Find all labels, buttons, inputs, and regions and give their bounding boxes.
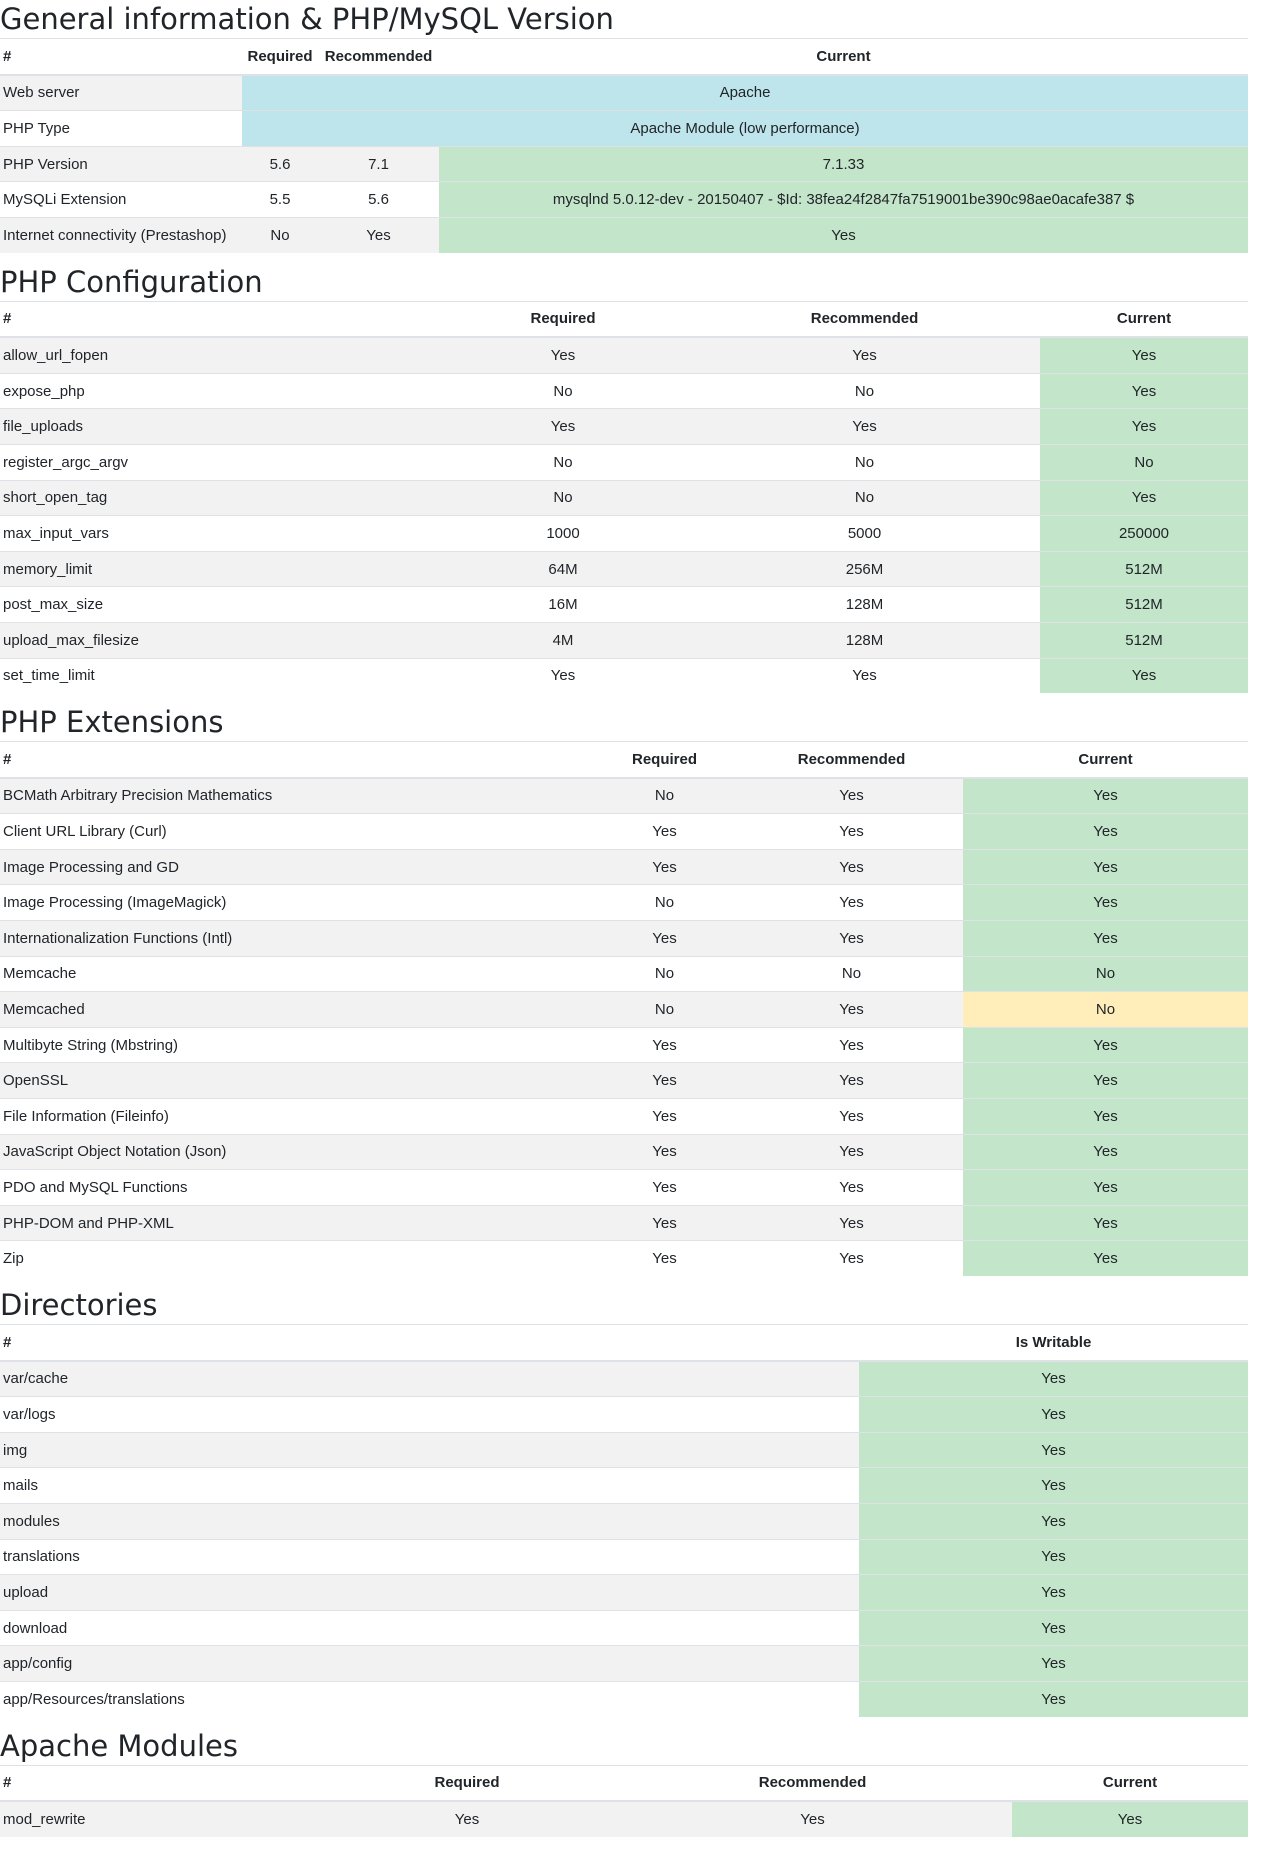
current-value: Yes [963,1241,1248,1276]
row-label: PDO and MySQL Functions [0,1170,589,1206]
recommended-value: Yes [689,409,1040,445]
directory-label: var/logs [0,1397,859,1433]
required-value: Yes [589,814,740,850]
table-row [0,885,1248,921]
current-value: Yes [439,217,1248,252]
row-label: upload_max_filesize [0,622,437,658]
current-value: Yes [963,1027,1248,1063]
recommended-value: Yes [740,1099,963,1135]
current-value: 7.1.33 [439,146,1248,182]
current-value: Yes [1040,658,1248,693]
writable-value: Yes [859,1361,1248,1397]
table-row [0,337,1248,373]
directory-label: app/config [0,1646,859,1682]
current-value: Apache [242,75,1248,111]
table-header-row [0,742,1248,778]
recommended-value: 128M [689,587,1040,623]
recommended-value: Yes [740,1134,963,1170]
row-label: Image Processing (ImageMagick) [0,885,589,921]
col-header-current: Current [439,39,1248,75]
table-row [0,1397,1248,1433]
current-value: Yes [963,1099,1248,1135]
required-value: No [437,373,689,409]
required-value: Yes [589,1205,740,1241]
current-value: Yes [1040,409,1248,445]
col-header-current: Current [1040,301,1248,337]
current-value: Yes [963,885,1248,921]
directory-label: upload [0,1575,859,1611]
row-label: Internationalization Functions (Intl) [0,921,589,957]
row-label: set_time_limit [0,658,437,693]
recommended-value: No [689,373,1040,409]
required-value: Yes [589,1134,740,1170]
row-label: Memcache [0,956,589,992]
current-value: Yes [963,1205,1248,1241]
row-label: short_open_tag [0,480,437,516]
table-row [0,1099,1248,1135]
section-title-php-extensions: PHP Extensions [0,705,224,740]
recommended-value: Yes [740,1241,963,1276]
recommended-value: 7.1 [318,146,439,182]
writable-value: Yes [859,1646,1248,1682]
table-header-row [0,1765,1248,1801]
recommended-value: Yes [318,217,439,252]
table-header-row [0,39,1248,75]
row-label: PHP Version [0,146,242,182]
table-row [0,1575,1248,1611]
current-value: No [963,992,1248,1028]
current-value: Yes [1040,480,1248,516]
table-row [0,75,1248,111]
current-value: Yes [963,921,1248,957]
required-value: 1000 [437,516,689,552]
recommended-value: 256M [689,551,1040,587]
table-row [0,1027,1248,1063]
table-row [0,587,1248,623]
row-label: max_input_vars [0,516,437,552]
col-header-is-writable: Is Writable [859,1325,1248,1361]
recommended-value: Yes [613,1801,1012,1837]
table-row [0,658,1248,693]
required-value: Yes [589,1241,740,1276]
required-value: No [242,217,318,252]
directory-label: download [0,1610,859,1646]
required-value: 5.6 [242,146,318,182]
table-row [0,146,1248,182]
writable-value: Yes [859,1681,1248,1716]
table-row [0,217,1248,252]
current-value: mysqlnd 5.0.12-dev - 20150407 - $Id: 38fea24f2847fa7519001be390c98ae0acafe387 $ [439,182,1248,218]
current-value: Yes [963,1170,1248,1206]
table-row [0,778,1248,814]
col-header-recommended: Recommended [613,1765,1012,1801]
col-header-hash: # [0,1765,321,1801]
required-value: No [437,444,689,480]
current-value: Yes [1012,1801,1248,1837]
required-value: 5.5 [242,182,318,218]
col-header-hash: # [0,742,589,778]
writable-value: Yes [859,1575,1248,1611]
recommended-value: Yes [740,1170,963,1206]
table-row [0,1681,1248,1716]
table-row [0,1801,1248,1837]
table-row [0,409,1248,445]
required-value: Yes [321,1801,613,1837]
required-value: No [589,778,740,814]
table-row [0,992,1248,1028]
writable-value: Yes [859,1610,1248,1646]
directory-label: mails [0,1468,859,1504]
current-value: No [1040,444,1248,480]
current-value: 512M [1040,622,1248,658]
recommended-value: 5.6 [318,182,439,218]
section-title-directories: Directories [0,1288,158,1322]
recommended-value: No [689,480,1040,516]
row-label: MySQLi Extension [0,182,242,218]
table-row [0,444,1248,480]
writable-value: Yes [859,1539,1248,1575]
row-label: PHP-DOM and PHP-XML [0,1205,589,1241]
col-header-required: Required [437,301,689,337]
current-value: 512M [1040,587,1248,623]
php-extensions-table [0,741,1248,1276]
recommended-value: Yes [740,814,963,850]
writable-value: Yes [859,1468,1248,1504]
required-value: Yes [437,409,689,445]
section-title-php-configuration: PHP Configuration [0,264,263,299]
directory-label: translations [0,1539,859,1575]
table-header-row [0,301,1248,337]
table-row [0,1205,1248,1241]
table-row [0,551,1248,587]
table-row [0,956,1248,992]
directory-label: modules [0,1503,859,1539]
row-label: PHP Type [0,111,242,147]
recommended-value: Yes [740,849,963,885]
table-row [0,182,1248,218]
current-value: Yes [963,1134,1248,1170]
row-label: memory_limit [0,551,437,587]
recommended-value: Yes [740,778,963,814]
row-label: JavaScript Object Notation (Json) [0,1134,589,1170]
required-value: 64M [437,551,689,587]
current-value: Yes [963,778,1248,814]
required-value: Yes [589,1027,740,1063]
required-value: Yes [437,658,689,693]
col-header-required: Required [242,39,318,75]
writable-value: Yes [859,1397,1248,1433]
col-header-recommended: Recommended [318,39,439,75]
row-label: expose_php [0,373,437,409]
table-row [0,1432,1248,1468]
table-row [0,921,1248,957]
row-label: Web server [0,75,242,111]
row-label: OpenSSL [0,1063,589,1099]
row-label: post_max_size [0,587,437,623]
required-value: No [589,956,740,992]
recommended-value: No [689,444,1040,480]
row-label: Image Processing and GD [0,849,589,885]
required-value: No [589,885,740,921]
directory-label: var/cache [0,1361,859,1397]
table-row [0,1063,1248,1099]
required-value: Yes [589,1099,740,1135]
col-header-hash: # [0,1325,859,1361]
col-header-recommended: Recommended [740,742,963,778]
recommended-value: Yes [689,337,1040,373]
required-value: No [437,480,689,516]
recommended-value: Yes [740,1205,963,1241]
current-value: Yes [963,1063,1248,1099]
writable-value: Yes [859,1503,1248,1539]
table-row [0,1170,1248,1206]
required-value: Yes [589,921,740,957]
table-row [0,622,1248,658]
row-label: mod_rewrite [0,1801,321,1837]
table-row [0,516,1248,552]
required-value: Yes [589,849,740,885]
current-value: Yes [963,814,1248,850]
table-row [0,1503,1248,1539]
table-row [0,1361,1248,1397]
table-header-row [0,1325,1248,1361]
col-header-current: Current [963,742,1248,778]
writable-value: Yes [859,1432,1248,1468]
col-header-required: Required [321,1765,613,1801]
table-row [0,1539,1248,1575]
col-header-hash: # [0,301,437,337]
row-label: Zip [0,1241,589,1276]
required-value: Yes [589,1063,740,1099]
recommended-value: 5000 [689,516,1040,552]
table-row [0,373,1248,409]
row-label: register_argc_argv [0,444,437,480]
current-value: Yes [1040,337,1248,373]
apache-modules-table [0,1765,1248,1837]
current-value: 512M [1040,551,1248,587]
table-row [0,111,1248,147]
col-header-required: Required [589,742,740,778]
required-value: Yes [589,1170,740,1206]
row-label: Multibyte String (Mbstring) [0,1027,589,1063]
recommended-value: Yes [740,885,963,921]
directory-label: img [0,1432,859,1468]
current-value: No [963,956,1248,992]
required-value: Yes [437,337,689,373]
directory-label: app/Resources/translations [0,1681,859,1716]
recommended-value: Yes [740,1063,963,1099]
table-row [0,1241,1248,1276]
recommended-value: Yes [689,658,1040,693]
row-label: Client URL Library (Curl) [0,814,589,850]
table-row [0,814,1248,850]
row-label: File Information (Fileinfo) [0,1099,589,1135]
php-configuration-table [0,301,1248,694]
recommended-value: Yes [740,921,963,957]
table-row [0,480,1248,516]
row-label: allow_url_fopen [0,337,437,373]
required-value: No [589,992,740,1028]
general-table [0,38,1248,253]
table-row [0,849,1248,885]
table-row [0,1646,1248,1682]
current-value: Yes [963,849,1248,885]
required-value: 4M [437,622,689,658]
current-value: 250000 [1040,516,1248,552]
required-value: 16M [437,587,689,623]
recommended-value: No [740,956,963,992]
col-header-current: Current [1012,1765,1248,1801]
recommended-value: Yes [740,992,963,1028]
row-label: BCMath Arbitrary Precision Mathematics [0,778,589,814]
table-row [0,1468,1248,1504]
col-header-recommended: Recommended [689,301,1040,337]
recommended-value: Yes [740,1027,963,1063]
table-row [0,1134,1248,1170]
recommended-value: 128M [689,622,1040,658]
current-value: Apache Module (low performance) [242,111,1248,147]
current-value: Yes [1040,373,1248,409]
row-label: file_uploads [0,409,437,445]
col-header-hash: # [0,39,242,75]
section-title-general: General information & PHP/MySQL Version [0,2,614,36]
row-label: Memcached [0,992,589,1028]
row-label: Internet connectivity (Prestashop) [0,217,242,252]
table-row [0,1610,1248,1646]
directories-table [0,1324,1248,1717]
section-title-apache-modules: Apache Modules [0,1728,238,1763]
